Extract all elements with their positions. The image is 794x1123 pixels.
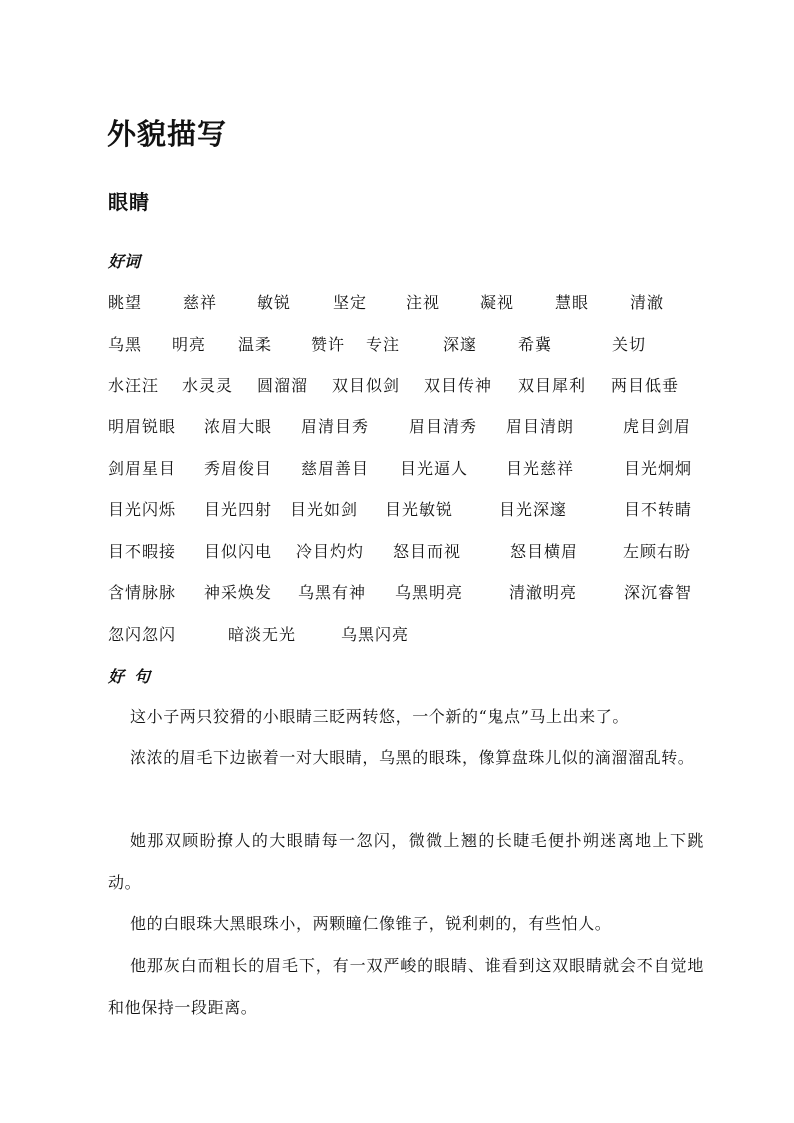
sentence-paragraph: 他的白眼珠大黑眼珠小，两颗瞳仁像锥子，锐利刺的，有些怕人。	[130, 914, 612, 933]
word: 水灵灵	[182, 376, 234, 395]
word: 慧眼	[555, 293, 590, 312]
word: 秀眉俊目	[204, 459, 273, 478]
word: 目光闪烁	[108, 500, 177, 519]
word: 怒目横眉	[510, 542, 579, 561]
word: 目光如剑	[290, 500, 359, 519]
word: 乌黑明亮	[395, 583, 464, 602]
good-sentences-label: 好句	[108, 667, 161, 686]
word: 两目低垂	[611, 376, 680, 395]
page-title: 外貌描写	[107, 117, 228, 151]
good-words-label: 好词	[108, 252, 141, 271]
word: 坚定	[333, 293, 368, 312]
sentence-paragraph: 这小子两只狡猾的小眼睛三眨两转悠，一个新的“鬼点”马上出来了。	[130, 707, 629, 726]
word: 乌黑有神	[298, 583, 367, 602]
word: 希冀	[518, 335, 553, 354]
word: 凝视	[480, 293, 515, 312]
word: 浓眉大眼	[204, 417, 273, 436]
sentence-paragraph: 他那灰白而粗长的眉毛下，有一双严峻的眼睛、谁看到这双眼睛就会不自觉地和他保持一段距离。	[108, 956, 704, 1017]
word: 目似闪电	[204, 542, 273, 561]
word: 专注	[366, 335, 401, 354]
word: 暗淡无光	[228, 625, 297, 644]
word: 目光逼人	[400, 459, 469, 478]
section-heading: 眼睛	[108, 190, 150, 214]
word: 双目传神	[424, 376, 493, 395]
word: 眉清目秀	[301, 417, 370, 436]
word: 关切	[612, 335, 647, 354]
word: 目不暇接	[108, 542, 177, 561]
sentence-paragraph: 浓浓的眉毛下边嵌着一对大眼睛，乌黑的眼珠，像算盘珠儿似的滴溜溜乱转。	[130, 748, 695, 767]
word: 目光四射	[204, 500, 273, 519]
word: 忽闪忽闪	[108, 625, 177, 644]
word: 注视	[406, 293, 441, 312]
word: 慈眉善目	[301, 459, 370, 478]
word: 眉目清朗	[506, 417, 575, 436]
word: 目光炯炯	[624, 459, 693, 478]
word: 剑眉星目	[108, 459, 177, 478]
word: 水汪汪	[108, 376, 160, 395]
word: 神采焕发	[204, 583, 273, 602]
word: 慈祥	[183, 293, 218, 312]
word: 赞许	[311, 335, 346, 354]
word: 目光敏锐	[385, 500, 454, 519]
word: 眉目清秀	[409, 417, 478, 436]
word: 目光慈祥	[506, 459, 575, 478]
word: 左顾右盼	[623, 542, 692, 561]
word: 敏锐	[257, 293, 292, 312]
word: 清澈明亮	[509, 583, 578, 602]
word: 明眉锐眼	[108, 417, 177, 436]
word: 含情脉脉	[108, 583, 177, 602]
word: 双目犀利	[518, 376, 587, 395]
word: 温柔	[238, 335, 273, 354]
word: 清澈	[630, 293, 665, 312]
word: 目不转睛	[624, 500, 693, 519]
word: 乌黑闪亮	[341, 625, 410, 644]
word: 双目似剑	[332, 376, 401, 395]
word: 怒目而视	[393, 542, 462, 561]
word: 圆溜溜	[257, 376, 309, 395]
word: 明亮	[172, 335, 207, 354]
word: 冷目灼灼	[296, 542, 365, 561]
word: 虎目剑眉	[623, 417, 692, 436]
word: 深沉睿智	[624, 583, 693, 602]
sentence-paragraph: 她那双顾盼撩人的大眼睛每一忽闪，微微上翘的长睫毛便扑朔迷离地上下跳动。	[108, 831, 704, 892]
word: 眺望	[108, 293, 143, 312]
word: 深邃	[443, 335, 478, 354]
word: 乌黑	[108, 335, 143, 354]
word: 目光深邃	[499, 500, 568, 519]
